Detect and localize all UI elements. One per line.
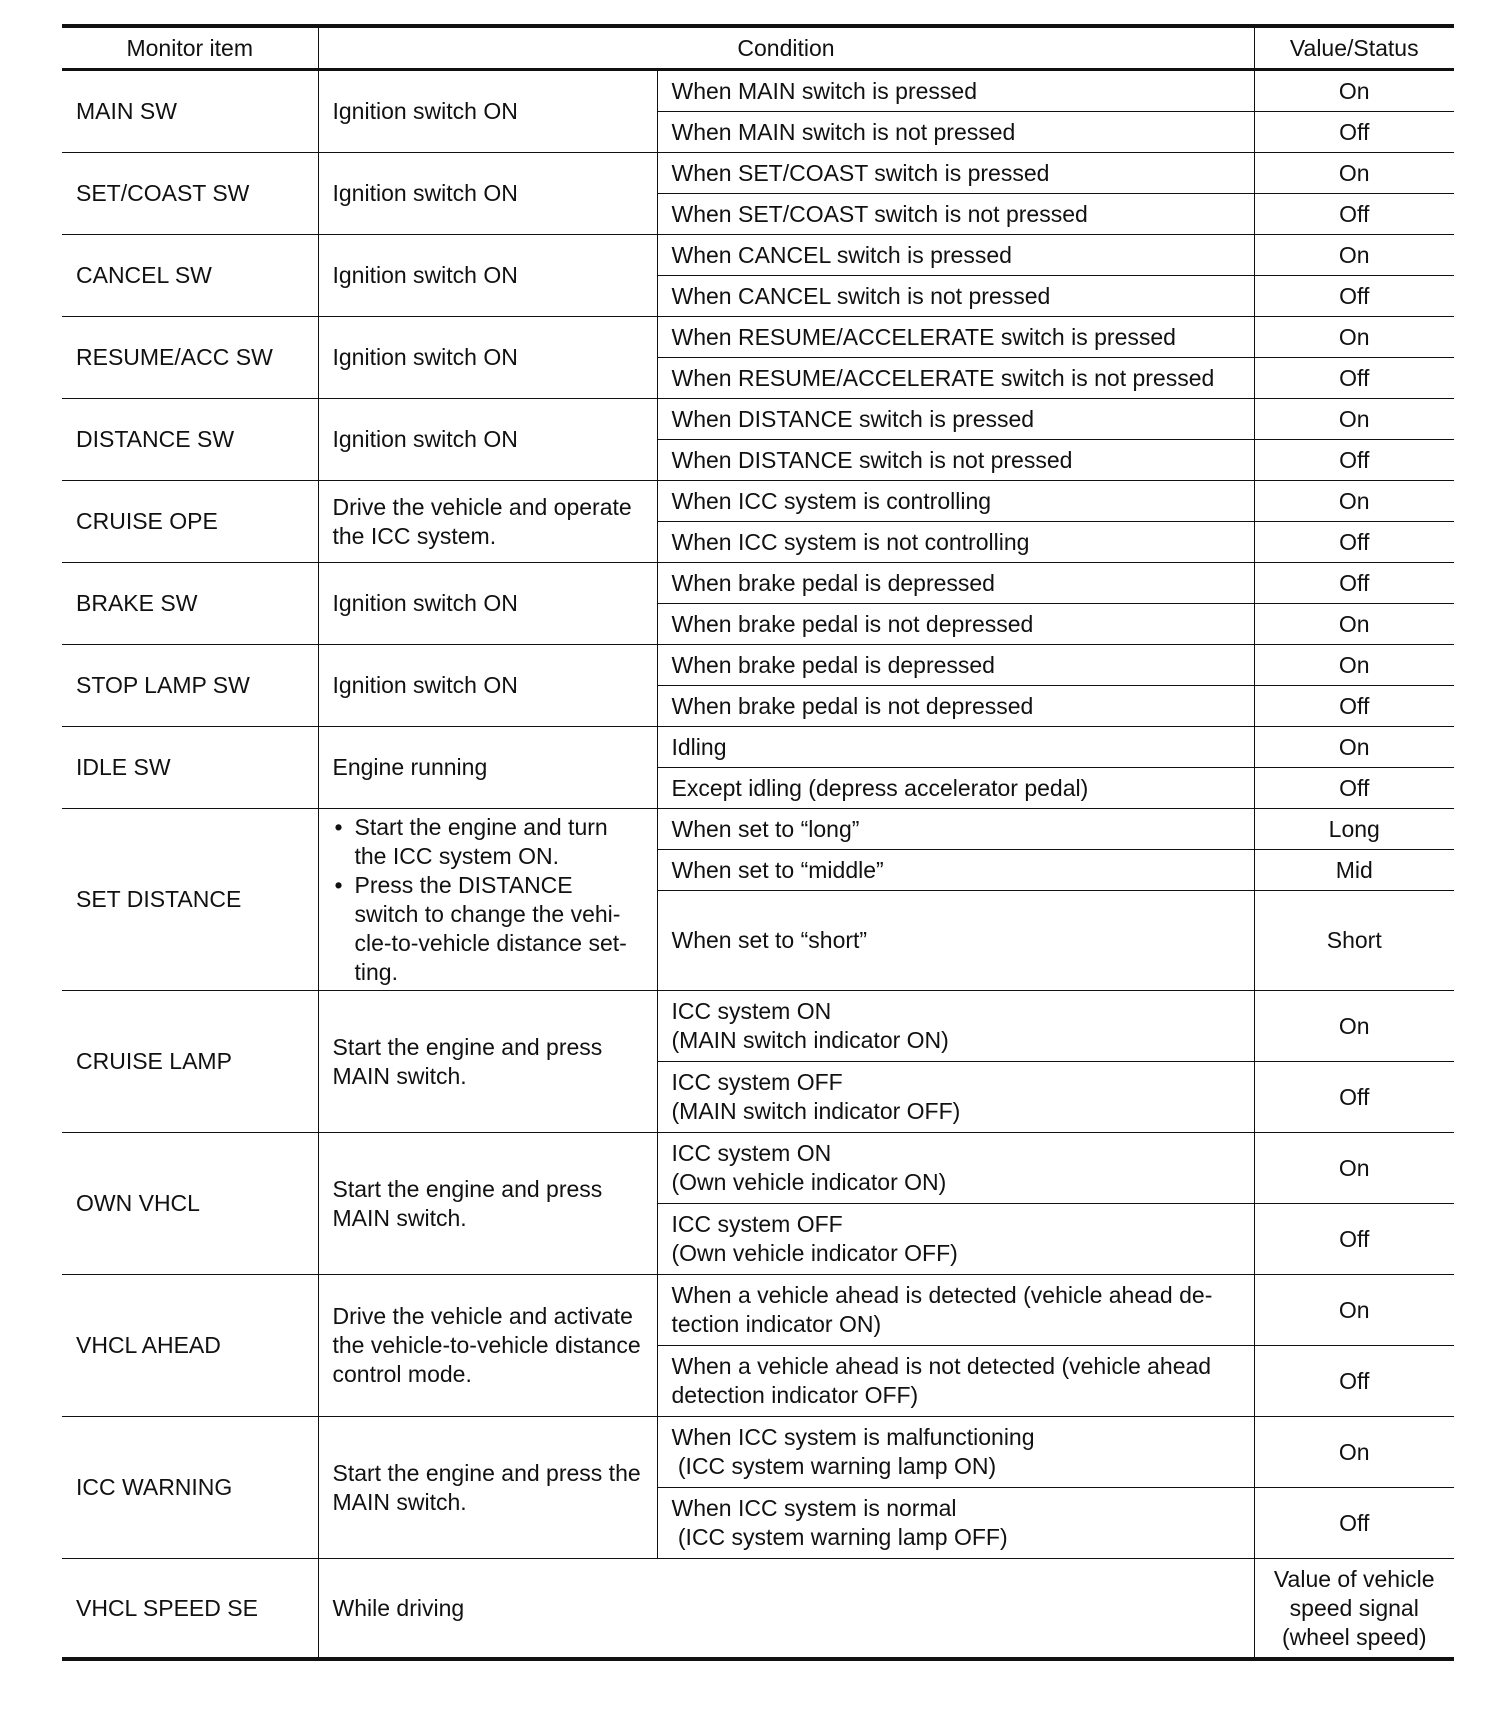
value-status-cell: Off: [1254, 276, 1454, 317]
table-row: [62, 1559, 1454, 1660]
value-status-cell: Off: [1254, 112, 1454, 153]
table-row: [62, 317, 1454, 358]
condition-cell: Drive the vehicle and operate the ICC system.: [318, 481, 657, 563]
monitor-item-cell: CRUISE LAMP: [62, 991, 318, 1133]
monitor-item-cell: BRAKE SW: [62, 563, 318, 645]
table-row: [62, 1417, 1454, 1488]
sub-condition-cell: When set to “long”: [657, 809, 1254, 850]
sub-condition-line: (Own vehicle indicator ON): [671, 1169, 947, 1195]
sub-condition-cell: When MAIN switch is not pressed: [657, 112, 1254, 153]
header-value-status: Value/Status: [1254, 26, 1454, 70]
value-status-cell: Off: [1254, 1062, 1454, 1133]
monitor-item-cell: ICC WARNING: [62, 1417, 318, 1559]
sub-condition-line: When ICC system is malfunctioning: [671, 1424, 1035, 1450]
monitor-item-cell: CRUISE OPE: [62, 481, 318, 563]
value-status-cell: On: [1254, 235, 1454, 276]
condition-bullet: • Press the DISTANCE switch to change the vehi-cle-to-vehicle distance set-ting.: [333, 871, 643, 987]
value-status-cell: On: [1254, 604, 1454, 645]
sub-condition-line: (ICC system warning lamp ON): [671, 1453, 997, 1479]
monitor-item-cell: MAIN SW: [62, 70, 318, 153]
sub-condition-cell: Idling: [657, 727, 1254, 768]
value-status-cell: On: [1254, 399, 1454, 440]
table-row: [62, 1275, 1454, 1346]
value-status-cell: Short: [1254, 891, 1454, 991]
condition-cell: Start the engine and press MAIN switch.: [318, 1133, 657, 1275]
condition-cell: Start the engine and press MAIN switch.: [318, 991, 657, 1133]
table-row: [62, 727, 1454, 768]
condition-cell: Ignition switch ON: [318, 153, 657, 235]
sub-condition-cell: When DISTANCE switch is not pressed: [657, 440, 1254, 481]
sub-condition-line: ICC system ON: [671, 998, 832, 1024]
sub-condition-cell: [657, 1488, 1254, 1559]
condition-cell: [318, 809, 657, 991]
value-status-cell: Off: [1254, 194, 1454, 235]
value-status-cell: Off: [1254, 522, 1454, 563]
monitor-item-cell: SET/COAST SW: [62, 153, 318, 235]
monitor-item-cell: VHCL SPEED SE: [62, 1559, 318, 1660]
value-status-cell: Long: [1254, 809, 1454, 850]
sub-condition-line: ICC system OFF: [671, 1211, 843, 1237]
sub-condition-cell: When brake pedal is not depressed: [657, 686, 1254, 727]
sub-condition-cell: When RESUME/ACCELERATE switch is pressed: [657, 317, 1254, 358]
table-row: [62, 809, 1454, 850]
sub-condition-line: (MAIN switch indicator ON): [671, 1027, 949, 1053]
value-status-cell: Off: [1254, 563, 1454, 604]
sub-condition-cell: When SET/COAST switch is not pressed: [657, 194, 1254, 235]
sub-condition-cell: When DISTANCE switch is pressed: [657, 399, 1254, 440]
sub-condition-cell: [657, 991, 1254, 1062]
table-row: [62, 481, 1454, 522]
sub-condition-cell: When a vehicle ahead is not detected (vehicle ahead detection indicator OFF): [657, 1346, 1254, 1417]
value-status-cell: Off: [1254, 686, 1454, 727]
monitor-item-cell: STOP LAMP SW: [62, 645, 318, 727]
value-status-cell: Off: [1254, 1204, 1454, 1275]
condition-bullet: • Start the engine and turn the ICC system ON.: [333, 813, 643, 871]
value-status-cell: Mid: [1254, 850, 1454, 891]
condition-cell: Ignition switch ON: [318, 645, 657, 727]
table-row: [62, 645, 1454, 686]
monitor-item-cell: CANCEL SW: [62, 235, 318, 317]
sub-condition-cell: [657, 1133, 1254, 1204]
monitor-item-table: [62, 24, 1454, 1661]
condition-cell: Ignition switch ON: [318, 563, 657, 645]
condition-cell: Ignition switch ON: [318, 70, 657, 153]
sub-condition-cell: When set to “middle”: [657, 850, 1254, 891]
condition-cell: Ignition switch ON: [318, 399, 657, 481]
condition-cell: Engine running: [318, 727, 657, 809]
sub-condition-cell: [657, 1204, 1254, 1275]
sub-condition-line: ICC system OFF: [671, 1069, 843, 1095]
value-status-cell: On: [1254, 991, 1454, 1062]
condition-cell: Drive the vehicle and activate the vehicle-to-vehicle distance control mode.: [318, 1275, 657, 1417]
sub-condition-cell: When brake pedal is not depressed: [657, 604, 1254, 645]
sub-condition-cell: When SET/COAST switch is pressed: [657, 153, 1254, 194]
monitor-item-cell: IDLE SW: [62, 727, 318, 809]
table-header-row: [62, 26, 1454, 70]
table-row: [62, 991, 1454, 1062]
condition-cell: Ignition switch ON: [318, 317, 657, 399]
value-status-cell: Value of vehicle speed signal (wheel speed): [1254, 1559, 1454, 1660]
sub-condition-cell: When set to “short”: [657, 891, 1254, 991]
sub-condition-cell: When ICC system is controlling: [657, 481, 1254, 522]
condition-cell: Ignition switch ON: [318, 235, 657, 317]
sub-condition-cell: Except idling (depress accelerator pedal): [657, 768, 1254, 809]
sub-condition-cell: [657, 1062, 1254, 1133]
monitor-item-cell: RESUME/ACC SW: [62, 317, 318, 399]
sub-condition-line: (MAIN switch indicator OFF): [671, 1098, 961, 1124]
sub-condition-cell: When brake pedal is depressed: [657, 563, 1254, 604]
sub-condition-line: ICC system ON: [671, 1140, 832, 1166]
sub-condition-cell: When a vehicle ahead is detected (vehicle ahead de-tection indicator ON): [657, 1275, 1254, 1346]
value-status-cell: On: [1254, 1133, 1454, 1204]
sub-condition-line: (ICC system warning lamp OFF): [671, 1524, 1008, 1550]
monitor-item-cell: DISTANCE SW: [62, 399, 318, 481]
condition-cell: While driving: [318, 1559, 1254, 1660]
table-row: [62, 235, 1454, 276]
table-row: [62, 153, 1454, 194]
monitor-item-cell: OWN VHCL: [62, 1133, 318, 1275]
table-row: [62, 399, 1454, 440]
table-row: [62, 1133, 1454, 1204]
value-status-cell: Off: [1254, 768, 1454, 809]
sub-condition-cell: When brake pedal is depressed: [657, 645, 1254, 686]
value-status-cell: Off: [1254, 440, 1454, 481]
value-status-cell: On: [1254, 481, 1454, 522]
value-status-cell: On: [1254, 317, 1454, 358]
table-row: [62, 70, 1454, 112]
header-condition: Condition: [318, 26, 1254, 70]
sub-condition-cell: When CANCEL switch is pressed: [657, 235, 1254, 276]
monitor-item-cell: VHCL AHEAD: [62, 1275, 318, 1417]
value-status-cell: On: [1254, 1275, 1454, 1346]
value-status-cell: On: [1254, 1417, 1454, 1488]
condition-cell: Start the engine and press the MAIN switch.: [318, 1417, 657, 1559]
condition-bullet-list: [333, 813, 643, 987]
sub-condition-cell: [657, 1417, 1254, 1488]
sub-condition-line: (Own vehicle indicator OFF): [671, 1240, 958, 1266]
value-status-cell: Off: [1254, 358, 1454, 399]
table-row: [62, 563, 1454, 604]
value-status-cell: On: [1254, 70, 1454, 112]
value-status-cell: On: [1254, 645, 1454, 686]
sub-condition-cell: When RESUME/ACCELERATE switch is not pressed: [657, 358, 1254, 399]
sub-condition-cell: When CANCEL switch is not pressed: [657, 276, 1254, 317]
value-status-cell: On: [1254, 727, 1454, 768]
value-status-cell: Off: [1254, 1488, 1454, 1559]
header-monitor-item: Monitor item: [62, 26, 318, 70]
value-status-cell: Off: [1254, 1346, 1454, 1417]
sub-condition-line: When ICC system is normal: [671, 1495, 957, 1521]
value-status-cell: On: [1254, 153, 1454, 194]
sub-condition-cell: When ICC system is not controlling: [657, 522, 1254, 563]
monitor-item-cell: SET DISTANCE: [62, 809, 318, 991]
sub-condition-cell: When MAIN switch is pressed: [657, 70, 1254, 112]
